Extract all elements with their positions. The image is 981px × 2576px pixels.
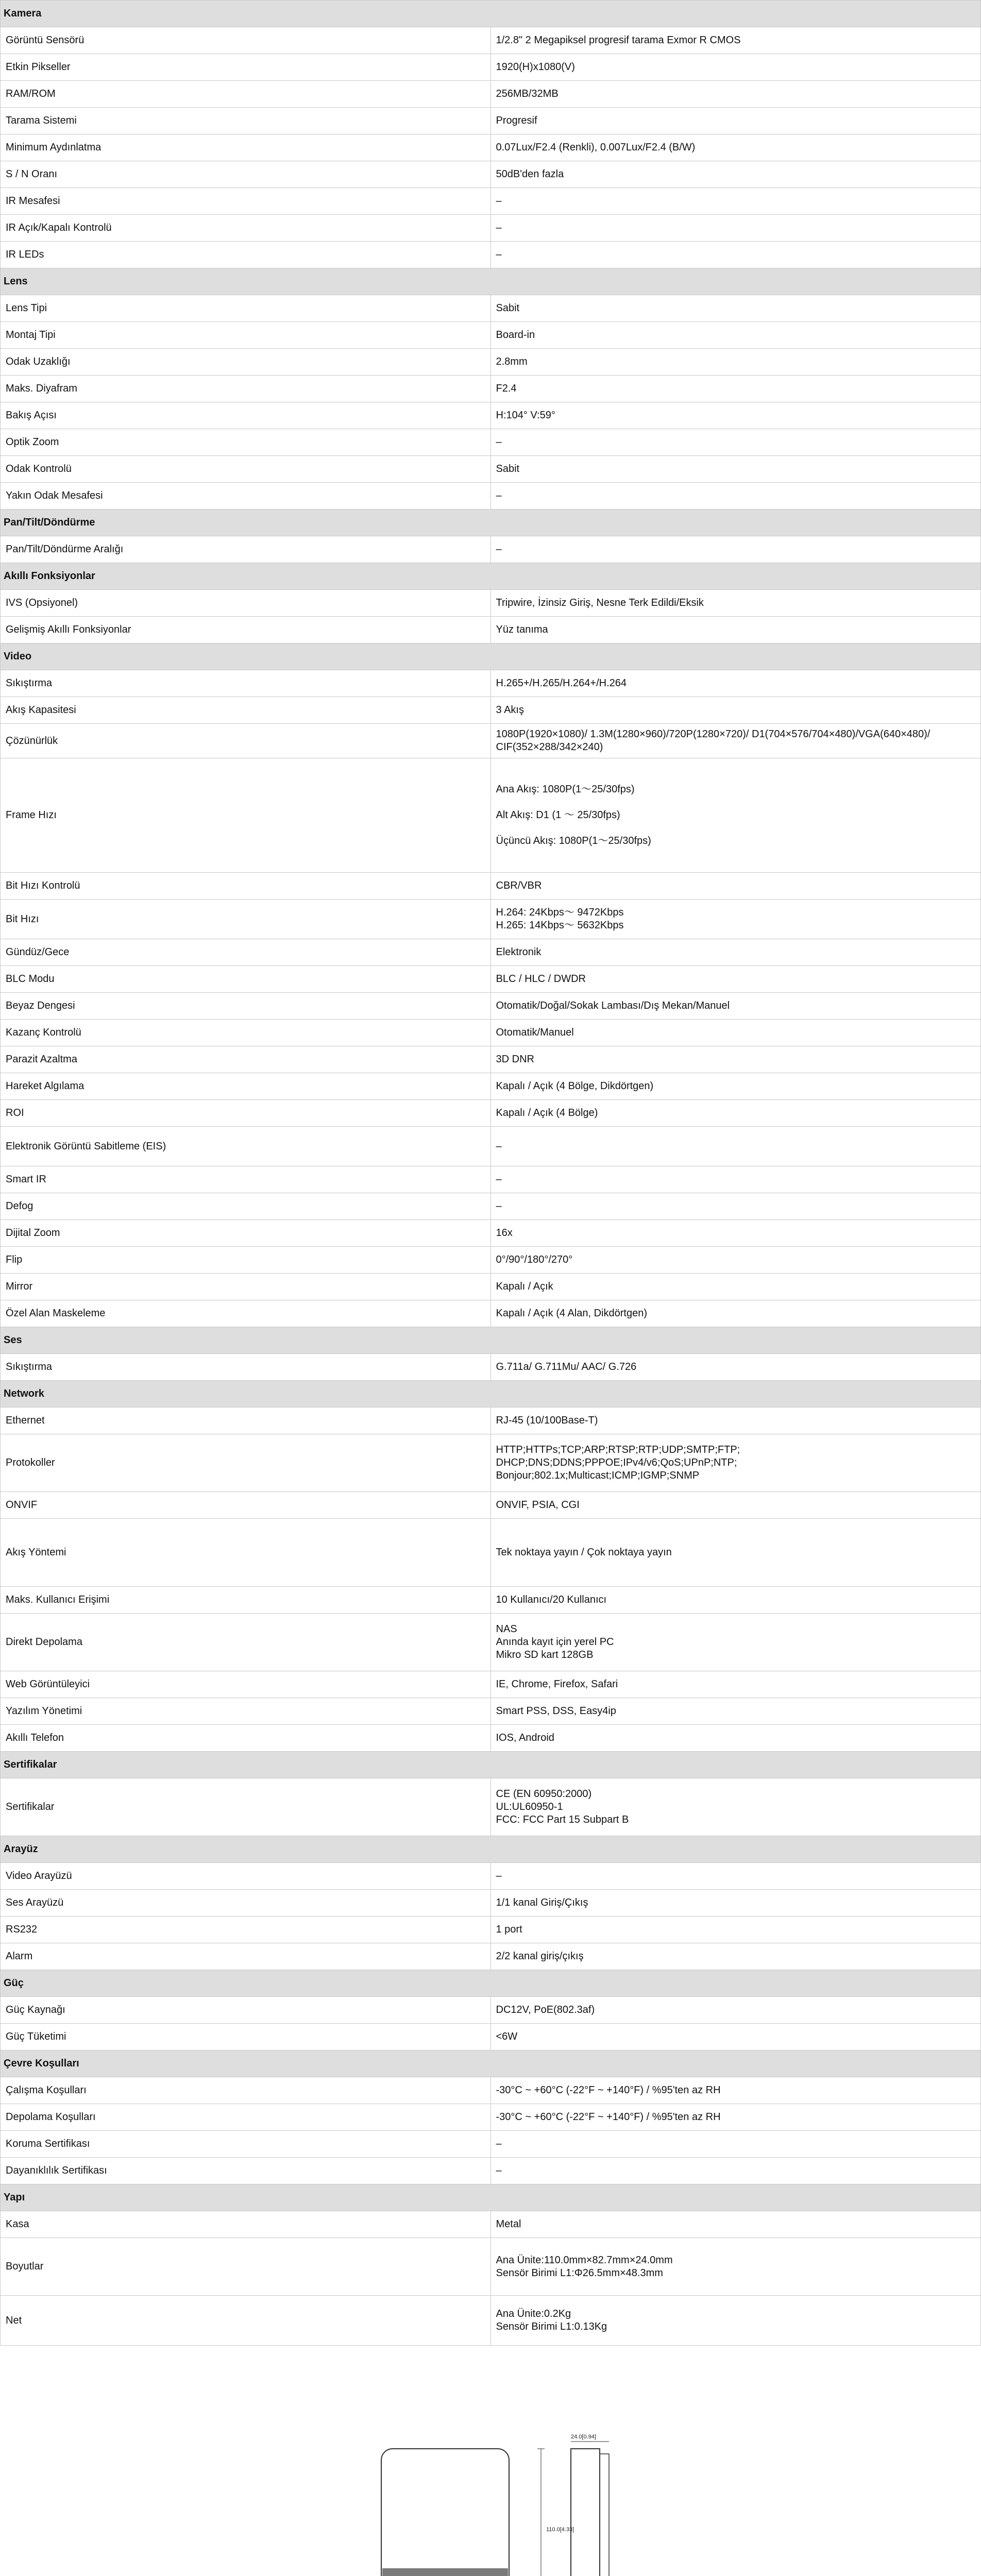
spec-value: – bbox=[490, 1166, 981, 1193]
spec-value: – bbox=[490, 242, 981, 268]
spec-row bbox=[1, 1698, 981, 1725]
spec-value: 3 Akış bbox=[490, 697, 981, 724]
spec-row bbox=[1, 2024, 981, 2050]
spec-value: – bbox=[490, 2131, 981, 2158]
spec-label: Web Görüntüleyici bbox=[1, 1671, 491, 1698]
spec-value: Kapalı / Açık (4 Bölge) bbox=[490, 1100, 981, 1127]
main-depth-dim: 24.0[0.94] bbox=[571, 2434, 596, 2440]
spec-value: 1080P(1920×1080)/ 1.3M(1280×960)/720P(1280×720)/ D1(704×576/704×480)/VGA(640×480)/ CIF(352×288/342×240) bbox=[490, 724, 981, 758]
spec-row bbox=[1, 2238, 981, 2296]
spec-value: Tripwire, İzinsiz Giriş, Nesne Terk Edildi/Eksik bbox=[490, 590, 981, 617]
spec-label: Yakın Odak Mesafesi bbox=[1, 483, 491, 510]
spec-value: 16x bbox=[490, 1220, 981, 1247]
spec-value: H.265+/H.265/H.264+/H.264 bbox=[490, 670, 981, 697]
spec-label: Lens Tipi bbox=[1, 295, 491, 322]
spec-value: – bbox=[490, 188, 981, 215]
spec-value: Metal bbox=[490, 2211, 981, 2238]
spec-value: – bbox=[490, 2158, 981, 2184]
spec-row bbox=[1, 2296, 981, 2346]
spec-value: 1/1 kanal Giriş/Çıkış bbox=[490, 1890, 981, 1917]
spec-label: RAM/ROM bbox=[1, 81, 491, 108]
section-title: Çevre Koşulları bbox=[1, 2050, 981, 2077]
spec-row bbox=[1, 1193, 981, 1220]
spec-row bbox=[1, 1614, 981, 1671]
spec-value: BLC / HLC / DWDR bbox=[490, 966, 981, 993]
spec-label: Tarama Sistemi bbox=[1, 108, 491, 134]
spec-row bbox=[1, 900, 981, 939]
spec-row bbox=[1, 873, 981, 900]
spec-label: Minimum Aydınlatma bbox=[1, 134, 491, 161]
spec-label: Montaj Tipi bbox=[1, 322, 491, 349]
spec-row bbox=[1, 758, 981, 873]
spec-row bbox=[1, 402, 981, 429]
spec-value: 1920(H)x1080(V) bbox=[490, 54, 981, 81]
main-unit-front-view bbox=[381, 2449, 574, 2576]
spec-value: Progresif bbox=[490, 108, 981, 134]
spec-label: Etkin Pikseller bbox=[1, 54, 491, 81]
section-title: Güç bbox=[1, 1970, 981, 1997]
section-header-kamera bbox=[1, 1, 981, 27]
spec-value: H:104° V:59° bbox=[490, 402, 981, 429]
spec-label: Defog bbox=[1, 1193, 491, 1220]
spec-value: Ana Akış: 1080P(1～25/30fps) Alt Akış: D1 (1 ～ 25/30fps) Üçüncü Akış: 1080P(1～25/30fps) bbox=[490, 758, 981, 873]
spec-value: – bbox=[490, 483, 981, 510]
spec-label: Sıkıştırma bbox=[1, 1354, 491, 1381]
section-header-sertifikalar bbox=[1, 1752, 981, 1778]
spec-value: – bbox=[490, 1863, 981, 1890]
section-title: Kamera bbox=[1, 1, 981, 27]
spec-row bbox=[1, 2077, 981, 2104]
spec-label: ROI bbox=[1, 1100, 491, 1127]
spec-value: 1/2.8" 2 Megapiksel progresif tarama Exmor R CMOS bbox=[490, 27, 981, 54]
spec-value: – bbox=[490, 1193, 981, 1220]
spec-row bbox=[1, 215, 981, 242]
spec-value: CE (EN 60950:2000) UL:UL60950-1 FCC: FCC Part 15 Subpart B bbox=[490, 1778, 981, 1836]
spec-value: Ana Ünite:0.2Kg Sensör Birimi L1:0.13Kg bbox=[490, 2296, 981, 2346]
spec-row bbox=[1, 1073, 981, 1100]
spec-label: Çözünürlük bbox=[1, 724, 491, 758]
spec-value: 3D DNR bbox=[490, 1046, 981, 1073]
spec-value: NAS Anında kayıt için yerel PC Mikro SD kart 128GB bbox=[490, 1614, 981, 1671]
spec-value: -30°C ~ +60°C (-22°F ~ +140°F) / %95'ten az RH bbox=[490, 2077, 981, 2104]
spec-row bbox=[1, 1220, 981, 1247]
spec-row bbox=[1, 1725, 981, 1752]
spec-label: Sertifikalar bbox=[1, 1778, 491, 1836]
section-header-pan-tilt-dondurme bbox=[1, 510, 981, 536]
spec-label: Smart IR bbox=[1, 1166, 491, 1193]
spec-label: Flip bbox=[1, 1247, 491, 1274]
spec-label: Bakış Açısı bbox=[1, 402, 491, 429]
spec-value: CBR/VBR bbox=[490, 873, 981, 900]
spec-label: Bit Hızı bbox=[1, 900, 491, 939]
spec-row bbox=[1, 1100, 981, 1127]
spec-row bbox=[1, 670, 981, 697]
section-title: Network bbox=[1, 1381, 981, 1408]
spec-label: Video Arayüzü bbox=[1, 1863, 491, 1890]
spec-row bbox=[1, 697, 981, 724]
section-header-network bbox=[1, 1381, 981, 1408]
spec-row bbox=[1, 134, 981, 161]
spec-label: Gelişmiş Akıllı Fonksiyonlar bbox=[1, 617, 491, 643]
spec-value: IE, Chrome, Firefox, Safari bbox=[490, 1671, 981, 1698]
spec-row bbox=[1, 1778, 981, 1836]
spec-label: ONVIF bbox=[1, 1492, 491, 1519]
spec-value: Sabit bbox=[490, 295, 981, 322]
spec-row bbox=[1, 724, 981, 758]
spec-label: Dayanıklılık Sertifikası bbox=[1, 2158, 491, 2184]
spec-value: -30°C ~ +60°C (-22°F ~ +140°F) / %95'ten az RH bbox=[490, 2104, 981, 2131]
spec-row bbox=[1, 1300, 981, 1327]
spec-label: Depolama Koşulları bbox=[1, 2104, 491, 2131]
spec-value: Board-in bbox=[490, 322, 981, 349]
spec-value: Sabit bbox=[490, 456, 981, 483]
spec-value: – bbox=[490, 1127, 981, 1166]
spec-value: 1 port bbox=[490, 1917, 981, 1943]
spec-value: <6W bbox=[490, 2024, 981, 2050]
spec-row bbox=[1, 108, 981, 134]
spec-row bbox=[1, 1127, 981, 1166]
spec-value: ONVIF, PSIA, CGI bbox=[490, 1492, 981, 1519]
spec-label: Odak Uzaklığı bbox=[1, 349, 491, 376]
spec-label: Akış Kapasitesi bbox=[1, 697, 491, 724]
section-header-yapi bbox=[1, 2184, 981, 2211]
spec-value: Kapalı / Açık bbox=[490, 1274, 981, 1300]
spec-value: Kapalı / Açık (4 Alan, Dikdörtgen) bbox=[490, 1300, 981, 1327]
spec-row bbox=[1, 536, 981, 563]
spec-row bbox=[1, 322, 981, 349]
spec-row bbox=[1, 1434, 981, 1492]
spec-label: S / N Oranı bbox=[1, 161, 491, 188]
spec-row bbox=[1, 2131, 981, 2158]
spec-value: 10 Kullanıcı/20 Kullanıcı bbox=[490, 1587, 981, 1614]
spec-row bbox=[1, 590, 981, 617]
spec-label: Maks. Kullanıcı Erişimi bbox=[1, 1587, 491, 1614]
spec-label: Elektronik Görüntü Sabitleme (EIS) bbox=[1, 1127, 491, 1166]
spec-row bbox=[1, 1917, 981, 1943]
spec-value: F2.4 bbox=[490, 376, 981, 402]
spec-row bbox=[1, 1274, 981, 1300]
section-header-ses bbox=[1, 1327, 981, 1354]
spec-row bbox=[1, 2211, 981, 2238]
main-unit-side-view bbox=[571, 2434, 609, 2576]
spec-label: Odak Kontrolü bbox=[1, 456, 491, 483]
spec-row bbox=[1, 188, 981, 215]
section-header-video bbox=[1, 643, 981, 670]
spec-row bbox=[1, 2104, 981, 2131]
spec-label: Ses Arayüzü bbox=[1, 1890, 491, 1917]
spec-label: Akıllı Telefon bbox=[1, 1725, 491, 1752]
spec-label: Yazılım Yönetimi bbox=[1, 1698, 491, 1725]
spec-row bbox=[1, 1997, 981, 2024]
spec-row bbox=[1, 1408, 981, 1434]
spec-label: Alarm bbox=[1, 1943, 491, 1970]
spec-row bbox=[1, 456, 981, 483]
spec-label: BLC Modu bbox=[1, 966, 491, 993]
spec-value: – bbox=[490, 215, 981, 242]
spec-value: 0°/90°/180°/270° bbox=[490, 1247, 981, 1274]
spec-row bbox=[1, 161, 981, 188]
section-title: Akıllı Fonksiyonlar bbox=[1, 563, 981, 590]
spec-label: Sıkıştırma bbox=[1, 670, 491, 697]
spec-value: Elektronik bbox=[490, 939, 981, 966]
section-header-akilli-fonksiyonlar bbox=[1, 563, 981, 590]
spec-row bbox=[1, 429, 981, 456]
section-title: Lens bbox=[1, 268, 981, 295]
spec-row bbox=[1, 1046, 981, 1073]
spec-label: Ethernet bbox=[1, 1408, 491, 1434]
spec-value: Tek noktaya yayın / Çok noktaya yayın bbox=[490, 1519, 981, 1587]
spec-row bbox=[1, 1166, 981, 1193]
spec-label: Gündüz/Gece bbox=[1, 939, 491, 966]
spec-value: HTTP;HTTPs;TCP;ARP;RTSP;RTP;UDP;SMTP;FTP; DHCP;DNS;DDNS;PPPOE;IPv4/v6;QoS;UPnP;NTP; Bonjour;802.1x;Multicast;ICMP;IGMP;SNMP bbox=[490, 1434, 981, 1492]
section-title: Pan/Tilt/Döndürme bbox=[1, 510, 981, 536]
spec-table-body bbox=[1, 1, 981, 2346]
spec-value: 50dB'den fazla bbox=[490, 161, 981, 188]
spec-label: Mirror bbox=[1, 1274, 491, 1300]
spec-row bbox=[1, 966, 981, 993]
spec-row bbox=[1, 242, 981, 268]
spec-value: 0.07Lux/F2.4 (Renkli), 0.007Lux/F2.4 (B/W) bbox=[490, 134, 981, 161]
section-header-arayuz bbox=[1, 1836, 981, 1863]
spec-label: Görüntü Sensörü bbox=[1, 27, 491, 54]
section-title: Ses bbox=[1, 1327, 981, 1354]
spec-row bbox=[1, 1354, 981, 1381]
spec-value: Otomatik/Manuel bbox=[490, 1020, 981, 1046]
spec-label: Boyutlar bbox=[1, 2238, 491, 2296]
spec-row bbox=[1, 939, 981, 966]
spec-label: Hareket Algılama bbox=[1, 1073, 491, 1100]
spec-row bbox=[1, 54, 981, 81]
spec-row bbox=[1, 1587, 981, 1614]
drawings-svg bbox=[0, 2346, 981, 2576]
spec-value: RJ-45 (10/100Base-T) bbox=[490, 1408, 981, 1434]
spec-row bbox=[1, 1671, 981, 1698]
spec-value: – bbox=[490, 536, 981, 563]
spec-label: Koruma Sertifikası bbox=[1, 2131, 491, 2158]
spec-row bbox=[1, 1943, 981, 1970]
spec-value: IOS, Android bbox=[490, 1725, 981, 1752]
spec-row bbox=[1, 349, 981, 376]
spec-label: Optik Zoom bbox=[1, 429, 491, 456]
spec-value: 2/2 kanal giriş/çıkış bbox=[490, 1943, 981, 1970]
spec-label: Pan/Tilt/Döndürme Aralığı bbox=[1, 536, 491, 563]
main-height-dim: 110.0[4.33] bbox=[546, 2527, 574, 2533]
spec-label: IVS (Opsiyonel) bbox=[1, 590, 491, 617]
spec-label: Maks. Diyafram bbox=[1, 376, 491, 402]
spec-value: 256MB/32MB bbox=[490, 81, 981, 108]
spec-row bbox=[1, 1890, 981, 1917]
spec-value: Smart PSS, DSS, Easy4ip bbox=[490, 1698, 981, 1725]
spec-row bbox=[1, 27, 981, 54]
section-title: Sertifikalar bbox=[1, 1752, 981, 1778]
spec-row bbox=[1, 1863, 981, 1890]
spec-row bbox=[1, 81, 981, 108]
spec-label: Kazanç Kontrolü bbox=[1, 1020, 491, 1046]
spec-value: Kapalı / Açık (4 Bölge, Dikdörtgen) bbox=[490, 1073, 981, 1100]
spec-value: H.264: 24Kbps～ 9472Kbps H.265: 14Kbps～ 5632Kbps bbox=[490, 900, 981, 939]
spec-label: Özel Alan Maskeleme bbox=[1, 1300, 491, 1327]
spec-value: 2.8mm bbox=[490, 349, 981, 376]
spec-label: Net bbox=[1, 2296, 491, 2346]
section-title: Yapı bbox=[1, 2184, 981, 2211]
spec-label: Güç Kaynağı bbox=[1, 1997, 491, 2024]
spec-row bbox=[1, 1492, 981, 1519]
spec-label: Beyaz Dengesi bbox=[1, 993, 491, 1020]
section-title: Arayüz bbox=[1, 1836, 981, 1863]
spec-label: Frame Hızı bbox=[1, 758, 491, 873]
spec-value: Otomatik/Doğal/Sokak Lambası/Dış Mekan/Manuel bbox=[490, 993, 981, 1020]
spec-label: Güç Tüketimi bbox=[1, 2024, 491, 2050]
spec-label: IR Mesafesi bbox=[1, 188, 491, 215]
spec-value: Ana Ünite:110.0mm×82.7mm×24.0mm Sensör Birimi L1:Φ26.5mm×48.3mm bbox=[490, 2238, 981, 2296]
spec-row bbox=[1, 295, 981, 322]
spec-row bbox=[1, 1020, 981, 1046]
spec-row bbox=[1, 483, 981, 510]
spec-value: G.711a/ G.711Mu/ AAC/ G.726 bbox=[490, 1354, 981, 1381]
section-title: Video bbox=[1, 643, 981, 670]
spec-label: Kasa bbox=[1, 2211, 491, 2238]
section-header-guc bbox=[1, 1970, 981, 1997]
spec-label: Dijital Zoom bbox=[1, 1220, 491, 1247]
spec-label: Parazit Azaltma bbox=[1, 1046, 491, 1073]
spec-row bbox=[1, 617, 981, 643]
spec-row bbox=[1, 993, 981, 1020]
dimension-drawings bbox=[0, 2346, 981, 2576]
spec-label: IR LEDs bbox=[1, 242, 491, 268]
spec-row bbox=[1, 376, 981, 402]
spec-value: DC12V, PoE(802.3af) bbox=[490, 1997, 981, 2024]
spec-label: IR Açık/Kapalı Kontrolü bbox=[1, 215, 491, 242]
spec-row bbox=[1, 1247, 981, 1274]
spec-row bbox=[1, 2158, 981, 2184]
spec-value: Yüz tanıma bbox=[490, 617, 981, 643]
spec-value: – bbox=[490, 429, 981, 456]
section-header-cevre-kosullari bbox=[1, 2050, 981, 2077]
section-header-lens bbox=[1, 268, 981, 295]
spec-label: Protokoller bbox=[1, 1434, 491, 1492]
spec-label: Direkt Depolama bbox=[1, 1614, 491, 1671]
spec-label: Çalışma Koşulları bbox=[1, 2077, 491, 2104]
spec-label: Bit Hızı Kontrolü bbox=[1, 873, 491, 900]
spec-label: RS232 bbox=[1, 1917, 491, 1943]
spec-row bbox=[1, 1519, 981, 1587]
spec-label: Akış Yöntemi bbox=[1, 1519, 491, 1587]
